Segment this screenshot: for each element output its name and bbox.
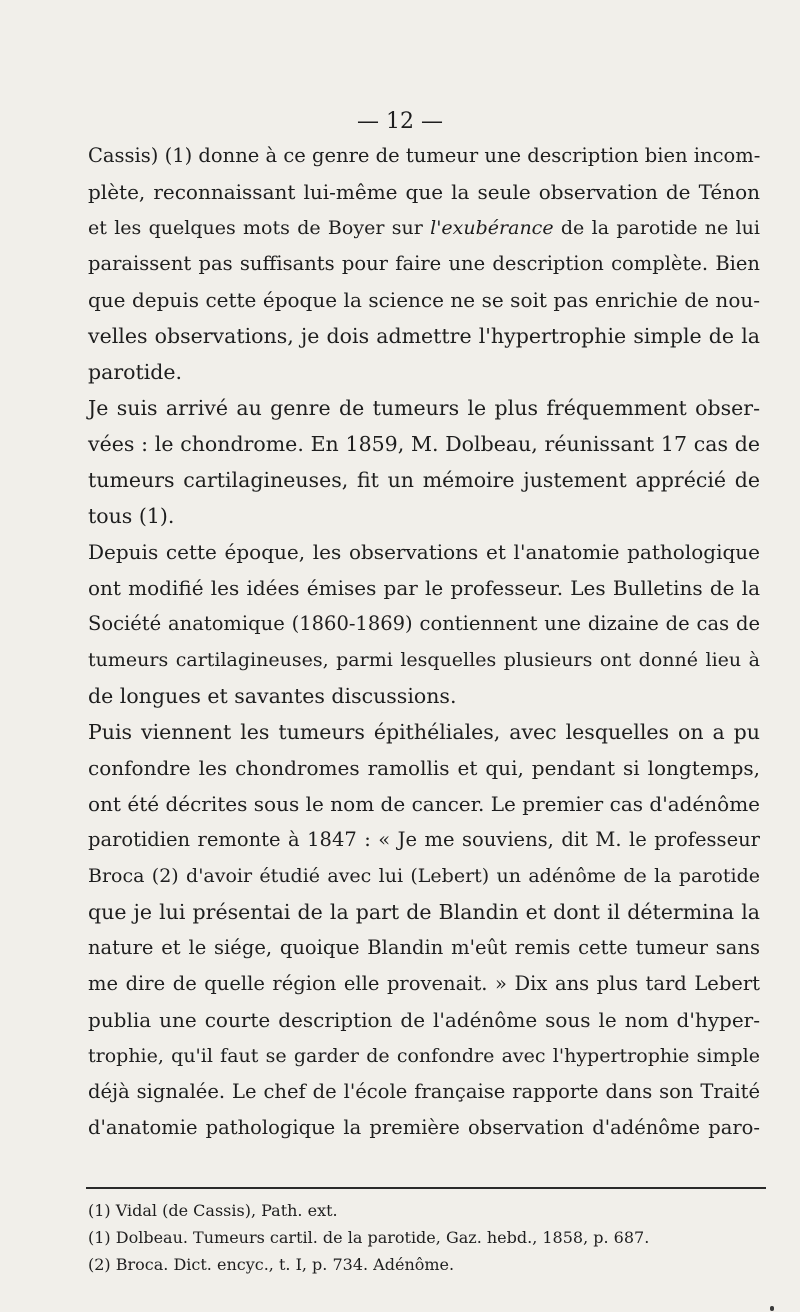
body-text	[88, 138, 760, 1146]
text-line: Cassis) (1) donne à ce genre de tumeur une description bien incom-	[88, 144, 761, 167]
text-line: confondre les chondromes ramollis et qui, pendant si longtemps,	[88, 756, 760, 780]
text-line: que je lui présentai de la part de Blandin et dont il détermina la	[88, 900, 760, 924]
footnote: (1) Vidal (de Cassis), Path. ext.	[88, 1201, 338, 1220]
text-line: plète, reconnaissant lui-même que la seule observation de Ténon	[88, 180, 760, 204]
footnote: (1) Dolbeau. Tumeurs cartil. de la parotide, Gaz. hebd., 1858, p. 687.	[88, 1228, 650, 1247]
text-line: Je suis arrivé au genre de tumeurs le plus fréquemment obser-	[88, 396, 760, 420]
text-line: parotidien remonte à 1847 : « Je me souviens, dit M. le professeur	[88, 828, 760, 851]
footnotes	[88, 1197, 760, 1278]
page-number: — 12 —	[357, 109, 443, 134]
text-line: Depuis cette époque, les observations et l'anatomie pathologique	[88, 540, 760, 564]
text-line: Broca (2) d'avoir étudié avec lui (Lebert) un adénôme de la parotide	[88, 865, 760, 887]
footnote-divider	[86, 1187, 766, 1189]
text-line: parotide.	[88, 360, 183, 384]
text-line: trophie, qu'il faut se garder de confondre avec l'hypertrophie simple	[88, 1045, 760, 1067]
text-line: que depuis cette époque la science ne se soit pas enrichie de nou-	[88, 288, 760, 312]
text-line: paraissent pas suffisants pour faire une description complète. Bien	[88, 252, 760, 275]
ink-speck	[770, 1306, 774, 1311]
text-line: publia une courte description de l'adénôme sous le nom d'hyper-	[88, 1008, 760, 1032]
text-line: tumeurs cartilagineuses, parmi lesquelles plusieurs ont donné lieu à	[88, 649, 760, 671]
text-line: de longues et savantes discussions.	[88, 684, 457, 708]
text-line: Puis viennent les tumeurs épithéliales, avec lesquelles on a pu	[88, 720, 760, 744]
text-line-with-italic	[88, 210, 760, 246]
text-line: tumeurs cartilagineuses, fit un mémoire justement apprécié de	[88, 468, 760, 492]
text-line: velles observations, je dois admettre l'hypertrophie simple de la	[88, 324, 760, 348]
text-line: ont été décrites sous le nom de cancer. Le premier cas d'adénôme	[88, 792, 760, 816]
text-line: nature et le siége, quoique Blandin m'eût remis cette tumeur sans	[88, 936, 760, 959]
text-line: vées : le chondrome. En 1859, M. Dolbeau, réunissant 17 cas de	[88, 432, 760, 456]
text-line: Société anatomique (1860-1869) contiennent une dizaine de cas de	[88, 612, 760, 635]
text-line: ont modifié les idées émises par le professeur. Les Bulletins de la	[88, 576, 760, 600]
text-line: déjà signalée. Le chef de l'école française rapporte dans son Traité	[88, 1080, 760, 1103]
text-run: de la parotide ne lui	[553, 217, 760, 239]
text-line: me dire de quelle région elle provenait. » Dix ans plus tard Lebert	[88, 972, 760, 995]
text-run: et les quelques mots de Boyer sur	[88, 217, 431, 239]
text-line: tous (1).	[88, 504, 175, 528]
footnote: (2) Broca. Dict. encyc., t. I, p. 734. Adénôme.	[88, 1255, 455, 1274]
text-line: d'anatomie pathologique la première observation d'adénôme paro-	[88, 1116, 760, 1139]
italic-term: l'exubérance	[430, 217, 554, 239]
